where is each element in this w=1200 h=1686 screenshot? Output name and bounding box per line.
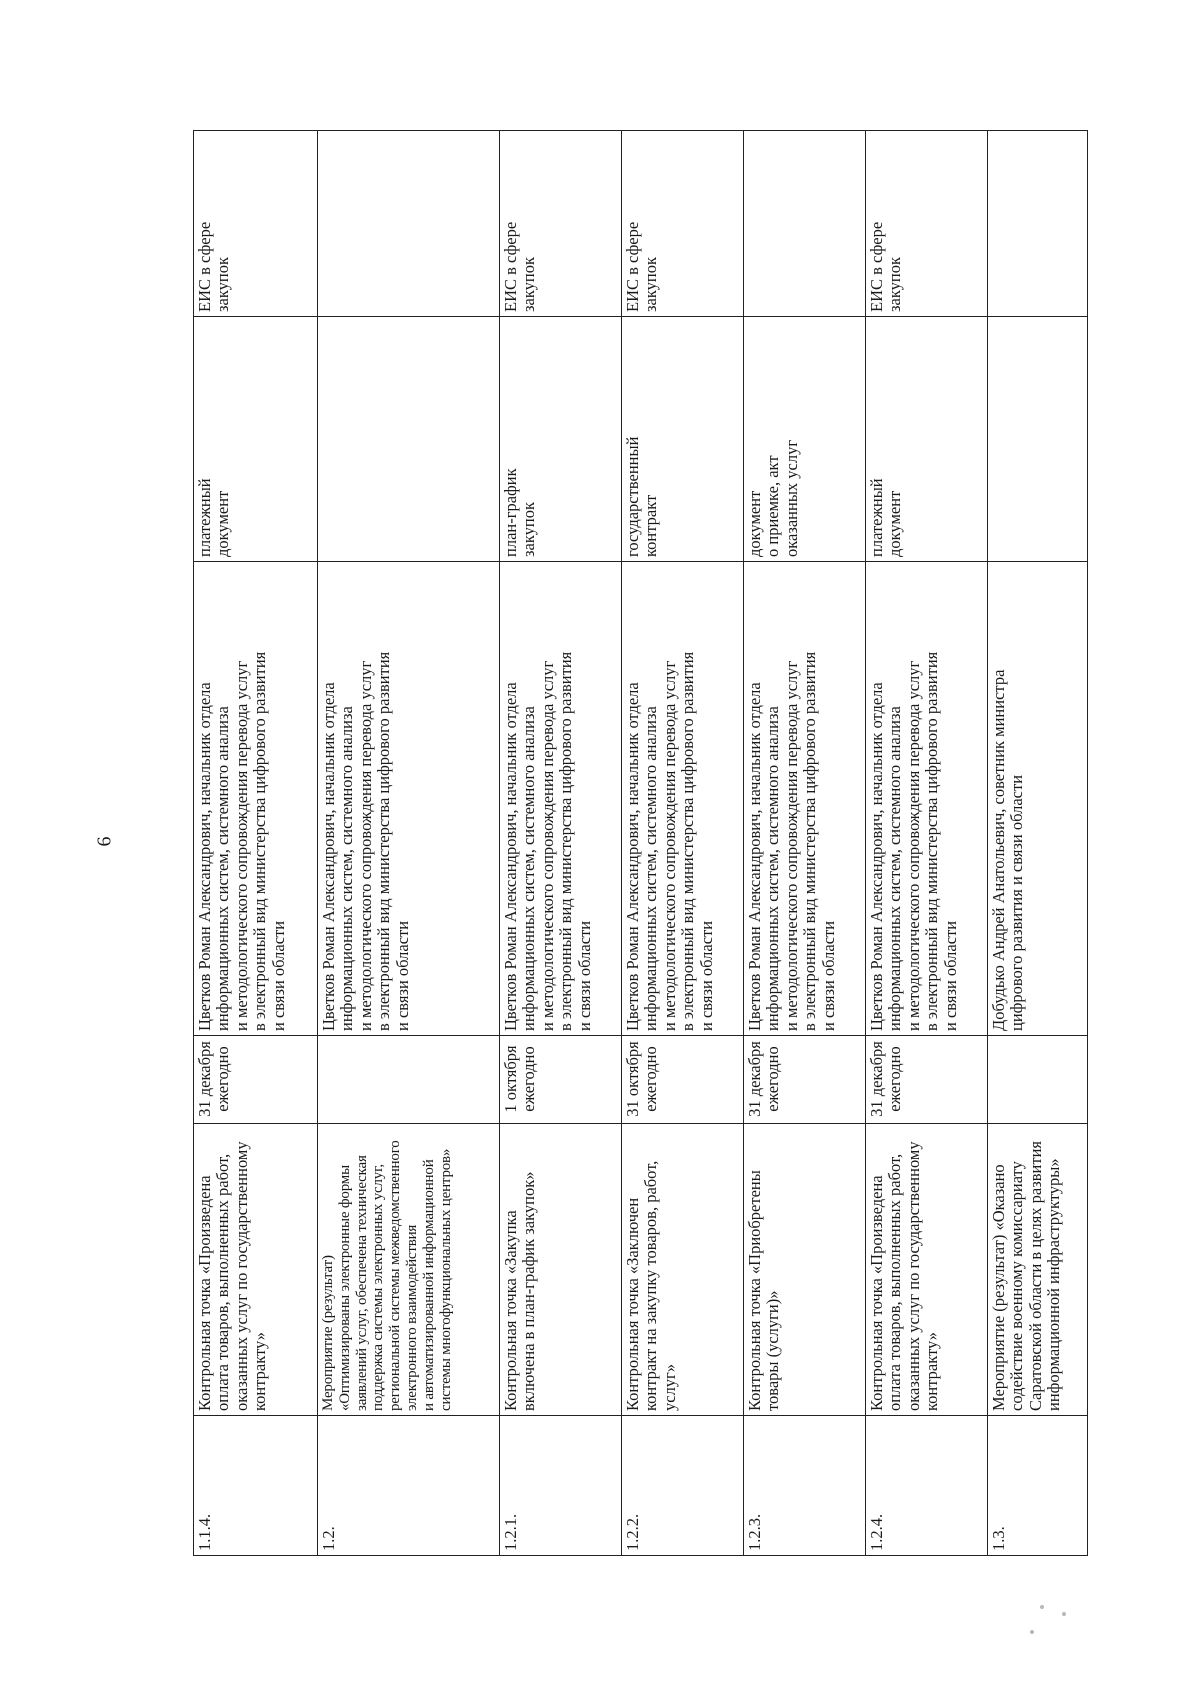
cell-number: 1.2.3. — [744, 1416, 866, 1556]
cell-name: Контрольная точка «Произведена оплата товаров, выполненных работ, оказанных услуг по государственному контракту» — [866, 1124, 988, 1416]
table-row — [988, 131, 1088, 1556]
plan-table — [193, 130, 1088, 1556]
cell-responsible: Цветков Роман Александрович, начальник отдела информационных систем, системного анализа и методологического сопровождения перевода услуг в электронный вид министерства цифрового развития и связи области — [622, 562, 744, 1036]
cell-name: Контрольная точка «Закупка включена в план-график закупок» — [500, 1124, 622, 1416]
cell-number: 1.2.1. — [500, 1416, 622, 1556]
table-row — [744, 131, 866, 1556]
scan-speck — [1030, 1630, 1034, 1634]
cell-number: 1.2. — [318, 1416, 500, 1556]
cell-responsible: Цветков Роман Александрович, начальник отдела информационных систем, системного анализа и методологического сопровождения перевода услуг в электронный вид министерства цифрового развития и связи области — [318, 562, 500, 1036]
cell-responsible: Цветков Роман Александрович, начальник отдела информационных систем, системного анализа и методологического сопровождения перевода услуг в электронный вид министерства цифрового развития и связи области — [500, 562, 622, 1036]
table-row — [194, 131, 318, 1556]
scan-speck — [1040, 1605, 1044, 1609]
cell-name: Контрольная точка «Произведена оплата товаров, выполненных работ, оказанных услуг по государственному контракту» — [194, 1124, 318, 1416]
table-row — [500, 131, 622, 1556]
cell-system: ЕИС в сфере закупок — [622, 131, 744, 317]
cell-document — [988, 317, 1088, 562]
cell-date: 31 декабря ежегодно — [194, 1036, 318, 1124]
cell-number: 1.2.2. — [622, 1416, 744, 1556]
cell-number: 1.3. — [988, 1416, 1088, 1556]
table-row — [318, 131, 500, 1556]
cell-name: Контрольная точка «Приобретены товары (услуги)» — [744, 1124, 866, 1416]
cell-document: план-график закупок — [500, 317, 622, 562]
cell-system: ЕИС в сфере закупок — [194, 131, 318, 317]
cell-document: документ о приемке, акт оказанных услуг — [744, 317, 866, 562]
cell-name: Контрольная точка «Заключен контракт на закупку товаров, работ, услуг» — [622, 1124, 744, 1416]
table-row — [622, 131, 744, 1556]
cell-responsible: Цветков Роман Александрович, начальник отдела информационных систем, системного анализа и методологического сопровождения перевода услуг в электронный вид министерства цифрового развития и связи области — [866, 562, 988, 1036]
cell-date: 31 декабря ежегодно — [866, 1036, 988, 1124]
cell-date: 31 октября ежегодно — [622, 1036, 744, 1124]
cell-system — [988, 131, 1088, 317]
cell-document: платежный документ — [866, 317, 988, 562]
cell-document — [318, 317, 500, 562]
page-number: 6 — [93, 836, 116, 847]
table-row — [866, 131, 988, 1556]
cell-system — [744, 131, 866, 317]
cell-date — [988, 1036, 1088, 1124]
cell-date — [318, 1036, 500, 1124]
cell-system: ЕИС в сфере закупок — [866, 131, 988, 317]
cell-system — [318, 131, 500, 317]
cell-number: 1.1.4. — [194, 1416, 318, 1556]
cell-document: государственный контракт — [622, 317, 744, 562]
cell-responsible: Цветков Роман Александрович, начальник отдела информационных систем, системного анализа и методологического сопровождения перевода услуг в электронный вид министерства цифрового развития и связи области — [744, 562, 866, 1036]
cell-responsible: Цветков Роман Александрович, начальник отдела информационных систем, системного анализа и методологического сопровождения перевода услуг в электронный вид министерства цифрового развития и связи области — [194, 562, 318, 1036]
rotated-table-wrapper — [193, 131, 1064, 1556]
cell-system: ЕИС в сфере закупок — [500, 131, 622, 317]
scan-speck — [1062, 1612, 1066, 1616]
cell-responsible: Добудько Андрей Анатольевич, советник министра цифрового развития и связи области — [988, 562, 1088, 1036]
cell-number: 1.2.4. — [866, 1416, 988, 1556]
cell-name: Мероприятие (результат) «Оптимизированы электронные формы заявлений услуг, обеспечена техническая поддержка системы электронных услуг, региональной системы межведомственного электронного взаимодействия и автоматизированной информационной системы многофункциональных центров» — [318, 1124, 500, 1416]
cell-date: 1 октября ежегодно — [500, 1036, 622, 1124]
cell-document: платежный документ — [194, 317, 318, 562]
cell-name: Мероприятие (результат) «Оказано содействие военному комиссариату Саратовской области в целях развития информационной инфраструктуры» — [988, 1124, 1088, 1416]
cell-date: 31 декабря ежегодно — [744, 1036, 866, 1124]
